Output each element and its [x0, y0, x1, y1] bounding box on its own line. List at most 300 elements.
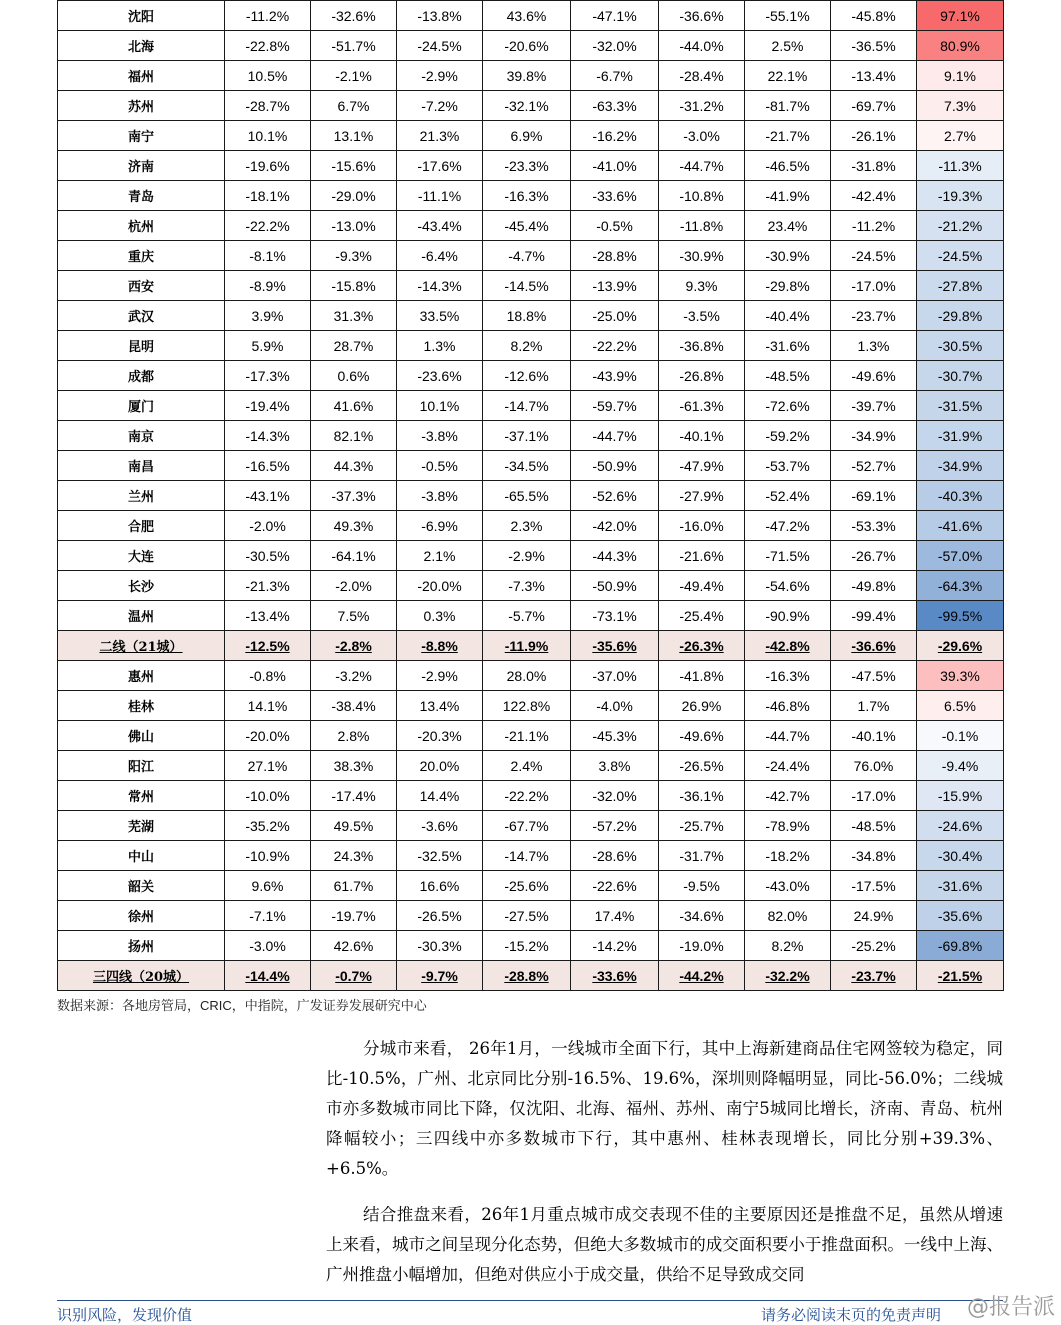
value-cell: -49.6%: [659, 721, 745, 751]
value-cell: -53.7%: [745, 451, 831, 481]
table-row: [58, 721, 1004, 751]
value-cell: -43.9%: [571, 361, 659, 391]
value-cell: -53.3%: [831, 511, 917, 541]
value-cell: 28.0%: [483, 661, 571, 691]
value-cell: -55.1%: [745, 1, 831, 31]
value-cell: -44.7%: [659, 151, 745, 181]
city-name-cell: 沈阳: [58, 1, 225, 31]
city-name-cell: 济南: [58, 151, 225, 181]
city-name-cell: 苏州: [58, 91, 225, 121]
value-cell: -22.2%: [225, 211, 311, 241]
value-cell: 23.4%: [745, 211, 831, 241]
table-row: [58, 421, 1004, 451]
value-cell: 13.4%: [397, 691, 483, 721]
value-cell: -42.7%: [745, 781, 831, 811]
city-name-cell: 重庆: [58, 241, 225, 271]
city-name-cell: 阳江: [58, 751, 225, 781]
value-cell: 7.5%: [311, 601, 397, 631]
value-cell: -11.9%: [483, 631, 571, 661]
value-cell: -2.0%: [311, 571, 397, 601]
value-cell: -2.8%: [311, 631, 397, 661]
value-cell: 43.6%: [483, 1, 571, 31]
value-cell: -13.8%: [397, 1, 483, 31]
value-cell: -11.2%: [831, 211, 917, 241]
value-cell: -16.5%: [225, 451, 311, 481]
yoy-change-cell: -27.8%: [917, 271, 1004, 301]
value-cell: 22.1%: [745, 61, 831, 91]
table-row: [58, 181, 1004, 211]
city-name-cell: 常州: [58, 781, 225, 811]
table-row: [58, 1, 1004, 31]
value-cell: -17.5%: [831, 871, 917, 901]
footer-divider: [57, 1300, 1003, 1301]
value-cell: -31.2%: [659, 91, 745, 121]
value-cell: -12.5%: [225, 631, 311, 661]
value-cell: 14.4%: [397, 781, 483, 811]
value-cell: -50.9%: [571, 451, 659, 481]
value-cell: -17.6%: [397, 151, 483, 181]
value-cell: -36.1%: [659, 781, 745, 811]
value-cell: -7.1%: [225, 901, 311, 931]
value-cell: -30.5%: [225, 541, 311, 571]
value-cell: -49.4%: [659, 571, 745, 601]
value-cell: -30.3%: [397, 931, 483, 961]
value-cell: -41.0%: [571, 151, 659, 181]
city-name-cell: 西安: [58, 271, 225, 301]
value-cell: -17.0%: [831, 781, 917, 811]
city-name-cell: 北海: [58, 31, 225, 61]
value-cell: -15.6%: [311, 151, 397, 181]
value-cell: -9.7%: [397, 961, 483, 991]
value-cell: -3.5%: [659, 301, 745, 331]
value-cell: -0.5%: [571, 211, 659, 241]
value-cell: -73.1%: [571, 601, 659, 631]
yoy-change-cell: -34.9%: [917, 451, 1004, 481]
city-name-cell: 成都: [58, 361, 225, 391]
value-cell: -40.1%: [659, 421, 745, 451]
value-cell: 8.2%: [745, 931, 831, 961]
table-row: [58, 211, 1004, 241]
value-cell: 2.8%: [311, 721, 397, 751]
value-cell: -46.5%: [745, 151, 831, 181]
value-cell: 6.9%: [483, 121, 571, 151]
value-cell: -28.6%: [571, 841, 659, 871]
value-cell: 28.7%: [311, 331, 397, 361]
value-cell: -28.4%: [659, 61, 745, 91]
city-name-cell: 大连: [58, 541, 225, 571]
value-cell: 3.8%: [571, 751, 659, 781]
table-row: [58, 691, 1004, 721]
value-cell: 24.3%: [311, 841, 397, 871]
value-cell: -15.8%: [311, 271, 397, 301]
table-row: [58, 361, 1004, 391]
yoy-change-cell: 2.7%: [917, 121, 1004, 151]
value-cell: -19.6%: [225, 151, 311, 181]
value-cell: -24.5%: [397, 31, 483, 61]
yoy-change-cell: 39.3%: [917, 661, 1004, 691]
yoy-change-cell: -0.1%: [917, 721, 1004, 751]
value-cell: -49.8%: [831, 571, 917, 601]
value-cell: -49.6%: [831, 361, 917, 391]
value-cell: -41.9%: [745, 181, 831, 211]
value-cell: 10.1%: [397, 391, 483, 421]
value-cell: -20.3%: [397, 721, 483, 751]
value-cell: 0.3%: [397, 601, 483, 631]
value-cell: -6.7%: [571, 61, 659, 91]
value-cell: 16.6%: [397, 871, 483, 901]
value-cell: -32.0%: [571, 781, 659, 811]
value-cell: -14.4%: [225, 961, 311, 991]
value-cell: -36.5%: [831, 31, 917, 61]
value-cell: -90.9%: [745, 601, 831, 631]
value-cell: 2.5%: [745, 31, 831, 61]
city-name-cell: 昆明: [58, 331, 225, 361]
value-cell: -52.6%: [571, 481, 659, 511]
value-cell: -43.4%: [397, 211, 483, 241]
value-cell: -43.1%: [225, 481, 311, 511]
value-cell: -45.4%: [483, 211, 571, 241]
analysis-paragraph-1: 分城市来看， 26年1月，一线城市全面下行，其中上海新建商品住宅网签较为稳定，同比-10.5%，广州、北京同比分别-16.5%、19.6%，深圳则降幅明显，同比-56.0%；二线城市亦多数城市同比下降，仅沈阳、北海、福州、苏州、南宁5城同比增长，济南、青岛、杭州降幅较小；三四线中亦多数城市下行，其中惠州、桂林表现增长，同比分别+39.3%、+6.5%。: [326, 1039, 1003, 1178]
value-cell: -20.0%: [397, 571, 483, 601]
value-cell: -21.1%: [483, 721, 571, 751]
city-name-cell: 中山: [58, 841, 225, 871]
city-name-cell: 温州: [58, 601, 225, 631]
value-cell: -20.6%: [483, 31, 571, 61]
value-cell: -31.7%: [659, 841, 745, 871]
value-cell: -16.3%: [483, 181, 571, 211]
yoy-change-cell: -57.0%: [917, 541, 1004, 571]
yoy-change-cell: -29.6%: [917, 631, 1004, 661]
yoy-change-cell: -29.8%: [917, 301, 1004, 331]
value-cell: -3.8%: [397, 481, 483, 511]
value-cell: -14.3%: [225, 421, 311, 451]
value-cell: -2.9%: [397, 61, 483, 91]
value-cell: 17.4%: [571, 901, 659, 931]
value-cell: 27.1%: [225, 751, 311, 781]
value-cell: -7.3%: [483, 571, 571, 601]
value-cell: -35.2%: [225, 811, 311, 841]
value-cell: -17.3%: [225, 361, 311, 391]
value-cell: -13.4%: [225, 601, 311, 631]
value-cell: -19.7%: [311, 901, 397, 931]
value-cell: 1.7%: [831, 691, 917, 721]
yoy-change-cell: -24.6%: [917, 811, 1004, 841]
city-name-cell: 佛山: [58, 721, 225, 751]
value-cell: -47.2%: [745, 511, 831, 541]
value-cell: -27.9%: [659, 481, 745, 511]
yoy-change-cell: -35.6%: [917, 901, 1004, 931]
yoy-change-cell: -41.6%: [917, 511, 1004, 541]
value-cell: -52.7%: [831, 451, 917, 481]
yoy-change-cell: 97.1%: [917, 1, 1004, 31]
value-cell: -23.7%: [831, 961, 917, 991]
table-row: [58, 751, 1004, 781]
value-cell: 3.9%: [225, 301, 311, 331]
value-cell: -6.9%: [397, 511, 483, 541]
table-row: [58, 241, 1004, 271]
value-cell: -57.2%: [571, 811, 659, 841]
value-cell: -17.4%: [311, 781, 397, 811]
table-row: [58, 841, 1004, 871]
city-growth-table: [57, 0, 1004, 991]
value-cell: -8.8%: [397, 631, 483, 661]
value-cell: 82.0%: [745, 901, 831, 931]
value-cell: -19.4%: [225, 391, 311, 421]
value-cell: -4.7%: [483, 241, 571, 271]
value-cell: -47.9%: [659, 451, 745, 481]
yoy-change-cell: -31.5%: [917, 391, 1004, 421]
city-name-cell: 福州: [58, 61, 225, 91]
value-cell: -3.2%: [311, 661, 397, 691]
value-cell: -44.0%: [659, 31, 745, 61]
value-cell: 13.1%: [311, 121, 397, 151]
value-cell: 41.6%: [311, 391, 397, 421]
yoy-change-cell: -69.8%: [917, 931, 1004, 961]
value-cell: -36.8%: [659, 331, 745, 361]
table-row: [58, 121, 1004, 151]
analysis-paragraph-2: 结合推盘来看，26年1月重点城市成交表现不佳的主要原因还是推盘不足，虽然从增速上来看，城市之间呈现分化态势，但绝大多数城市的成交面积要小于推盘面积。一线中上海、广州推盘小幅增加，但绝对供应小于成交量，供给不足导致成交同: [326, 1205, 1003, 1284]
yoy-change-cell: -21.5%: [917, 961, 1004, 991]
city-name-cell: 兰州: [58, 481, 225, 511]
value-cell: -40.1%: [831, 721, 917, 751]
value-cell: -0.5%: [397, 451, 483, 481]
value-cell: -47.1%: [571, 1, 659, 31]
value-cell: -37.1%: [483, 421, 571, 451]
city-name-cell: 厦门: [58, 391, 225, 421]
value-cell: -22.6%: [571, 871, 659, 901]
watermark-logo: @报告派: [966, 1295, 1055, 1320]
value-cell: -10.9%: [225, 841, 311, 871]
value-cell: -13.0%: [311, 211, 397, 241]
value-cell: -26.1%: [831, 121, 917, 151]
value-cell: -42.8%: [745, 631, 831, 661]
value-cell: -0.7%: [311, 961, 397, 991]
value-cell: -21.7%: [745, 121, 831, 151]
value-cell: -3.0%: [659, 121, 745, 151]
value-cell: 2.3%: [483, 511, 571, 541]
value-cell: -42.0%: [571, 511, 659, 541]
value-cell: -3.0%: [225, 931, 311, 961]
value-cell: -10.8%: [659, 181, 745, 211]
data-source-note: [57, 995, 427, 1014]
value-cell: 8.2%: [483, 331, 571, 361]
value-cell: -24.5%: [831, 241, 917, 271]
city-name-cell: 徐州: [58, 901, 225, 931]
footer-slogan: 识别风险，发现价值: [57, 1306, 193, 1324]
value-cell: 10.1%: [225, 121, 311, 151]
value-cell: 33.5%: [397, 301, 483, 331]
value-cell: 1.3%: [397, 331, 483, 361]
value-cell: -65.5%: [483, 481, 571, 511]
value-cell: -45.3%: [571, 721, 659, 751]
yoy-change-cell: -24.5%: [917, 241, 1004, 271]
value-cell: 42.6%: [311, 931, 397, 961]
value-cell: -23.6%: [397, 361, 483, 391]
value-cell: -10.0%: [225, 781, 311, 811]
value-cell: -21.6%: [659, 541, 745, 571]
value-cell: -39.7%: [831, 391, 917, 421]
value-cell: -35.6%: [571, 631, 659, 661]
value-cell: -26.3%: [659, 631, 745, 661]
value-cell: -2.9%: [397, 661, 483, 691]
value-cell: -11.2%: [225, 1, 311, 31]
table-row: [58, 601, 1004, 631]
value-cell: -18.1%: [225, 181, 311, 211]
city-name-cell: 南宁: [58, 121, 225, 151]
city-name-cell: 芜湖: [58, 811, 225, 841]
table-row: [58, 571, 1004, 601]
value-cell: -13.9%: [571, 271, 659, 301]
value-cell: -25.2%: [831, 931, 917, 961]
value-cell: -48.5%: [831, 811, 917, 841]
table-row: [58, 781, 1004, 811]
value-cell: 38.3%: [311, 751, 397, 781]
value-cell: -50.9%: [571, 571, 659, 601]
table-row: [58, 931, 1004, 961]
summary-row: [58, 961, 1004, 991]
city-name-cell: 惠州: [58, 661, 225, 691]
value-cell: 39.8%: [483, 61, 571, 91]
yoy-change-cell: 6.5%: [917, 691, 1004, 721]
value-cell: -14.7%: [483, 391, 571, 421]
value-cell: -11.8%: [659, 211, 745, 241]
value-cell: -16.3%: [745, 661, 831, 691]
value-cell: -6.4%: [397, 241, 483, 271]
city-name-cell: 南京: [58, 421, 225, 451]
value-cell: 9.6%: [225, 871, 311, 901]
yoy-change-cell: -30.4%: [917, 841, 1004, 871]
value-cell: -28.8%: [483, 961, 571, 991]
yoy-change-cell: 80.9%: [917, 31, 1004, 61]
value-cell: -64.1%: [311, 541, 397, 571]
value-cell: 26.9%: [659, 691, 745, 721]
value-cell: -4.0%: [571, 691, 659, 721]
yoy-change-cell: 7.3%: [917, 91, 1004, 121]
value-cell: 10.5%: [225, 61, 311, 91]
table-row: [58, 301, 1004, 331]
value-cell: -23.3%: [483, 151, 571, 181]
value-cell: -25.0%: [571, 301, 659, 331]
value-cell: -32.2%: [745, 961, 831, 991]
value-cell: -2.1%: [311, 61, 397, 91]
value-cell: -2.9%: [483, 541, 571, 571]
value-cell: 82.1%: [311, 421, 397, 451]
value-cell: -48.5%: [745, 361, 831, 391]
value-cell: 44.3%: [311, 451, 397, 481]
value-cell: -23.7%: [831, 301, 917, 331]
source-label-b: CRIC: [200, 998, 232, 1013]
value-cell: -0.8%: [225, 661, 311, 691]
value-cell: -46.8%: [745, 691, 831, 721]
value-cell: -44.7%: [745, 721, 831, 751]
city-name-cell: 南昌: [58, 451, 225, 481]
value-cell: -30.9%: [745, 241, 831, 271]
value-cell: -59.7%: [571, 391, 659, 421]
value-cell: -5.7%: [483, 601, 571, 631]
value-cell: -69.1%: [831, 481, 917, 511]
city-name-cell: 武汉: [58, 301, 225, 331]
yoy-change-cell: -15.9%: [917, 781, 1004, 811]
value-cell: -14.2%: [571, 931, 659, 961]
value-cell: -14.3%: [397, 271, 483, 301]
value-cell: 21.3%: [397, 121, 483, 151]
yoy-change-cell: -30.5%: [917, 331, 1004, 361]
yoy-change-cell: 9.1%: [917, 61, 1004, 91]
value-cell: -8.1%: [225, 241, 311, 271]
value-cell: -26.5%: [397, 901, 483, 931]
table-row: [58, 901, 1004, 931]
value-cell: -34.8%: [831, 841, 917, 871]
value-cell: 1.3%: [831, 331, 917, 361]
yoy-change-cell: -64.3%: [917, 571, 1004, 601]
city-name-cell: 长沙: [58, 571, 225, 601]
footer-disclaimer-link[interactable]: 请务必阅读末页的免责声明: [760, 1306, 941, 1324]
value-cell: 122.8%: [483, 691, 571, 721]
value-cell: -34.5%: [483, 451, 571, 481]
value-cell: -22.8%: [225, 31, 311, 61]
value-cell: 18.8%: [483, 301, 571, 331]
table-row: [58, 271, 1004, 301]
value-cell: -26.5%: [659, 751, 745, 781]
table-row: [58, 331, 1004, 361]
value-cell: -27.5%: [483, 901, 571, 931]
value-cell: 31.3%: [311, 301, 397, 331]
value-cell: 2.1%: [397, 541, 483, 571]
value-cell: -72.6%: [745, 391, 831, 421]
value-cell: -42.4%: [831, 181, 917, 211]
value-cell: -33.6%: [571, 181, 659, 211]
value-cell: -22.2%: [571, 331, 659, 361]
city-name-cell: 青岛: [58, 181, 225, 211]
value-cell: -3.6%: [397, 811, 483, 841]
value-cell: -17.0%: [831, 271, 917, 301]
yoy-change-cell: -21.2%: [917, 211, 1004, 241]
value-cell: -31.6%: [745, 331, 831, 361]
yoy-change-cell: -31.6%: [917, 871, 1004, 901]
value-cell: -28.8%: [571, 241, 659, 271]
value-cell: 5.9%: [225, 331, 311, 361]
value-cell: -26.8%: [659, 361, 745, 391]
value-cell: -16.2%: [571, 121, 659, 151]
value-cell: 6.7%: [311, 91, 397, 121]
value-cell: -81.7%: [745, 91, 831, 121]
value-cell: -7.2%: [397, 91, 483, 121]
value-cell: -71.5%: [745, 541, 831, 571]
value-cell: -14.5%: [483, 271, 571, 301]
value-cell: -11.1%: [397, 181, 483, 211]
value-cell: 14.1%: [225, 691, 311, 721]
city-name-cell: 桂林: [58, 691, 225, 721]
yoy-change-cell: -11.3%: [917, 151, 1004, 181]
table-row: [58, 391, 1004, 421]
value-cell: -34.6%: [659, 901, 745, 931]
table-row: [58, 31, 1004, 61]
value-cell: -32.0%: [571, 31, 659, 61]
yoy-change-cell: -30.7%: [917, 361, 1004, 391]
value-cell: -28.7%: [225, 91, 311, 121]
city-name-cell: 三四线（20城）: [58, 961, 225, 991]
value-cell: -43.0%: [745, 871, 831, 901]
value-cell: -29.8%: [745, 271, 831, 301]
value-cell: 76.0%: [831, 751, 917, 781]
summary-row: [58, 631, 1004, 661]
table-row: [58, 661, 1004, 691]
value-cell: -37.0%: [571, 661, 659, 691]
value-cell: -24.4%: [745, 751, 831, 781]
yoy-change-cell: -9.4%: [917, 751, 1004, 781]
value-cell: -32.1%: [483, 91, 571, 121]
value-cell: -40.4%: [745, 301, 831, 331]
